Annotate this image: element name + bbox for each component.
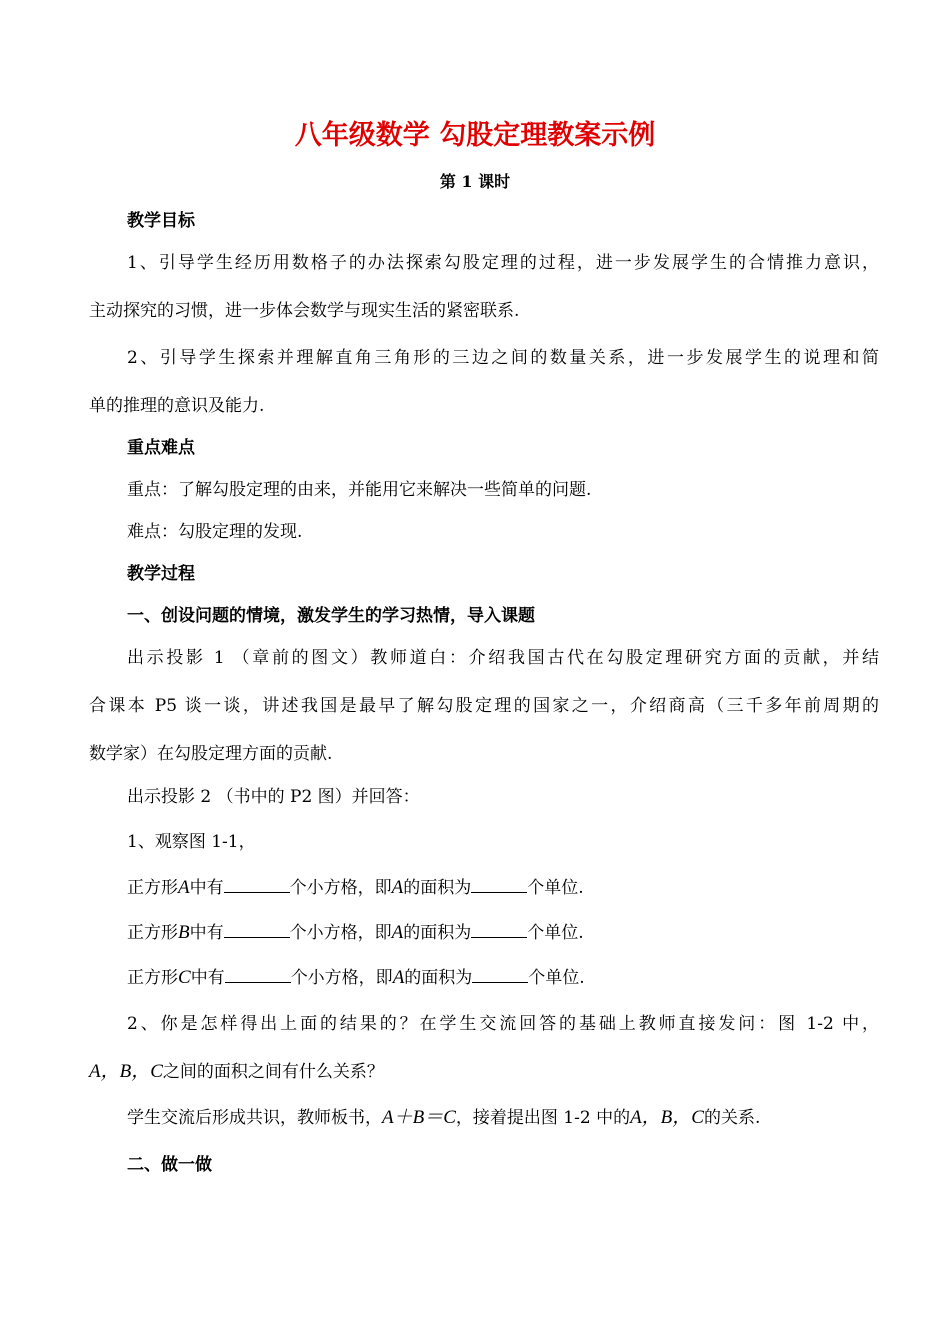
text: 中有 (190, 968, 225, 988)
question1: 1、观察图 1-1， (127, 832, 256, 852)
text: 个小方格，即 (289, 878, 392, 898)
text: 正方形 (127, 968, 178, 988)
blank-count (225, 964, 291, 983)
projection2-line: 出示投影 2 （书中的 P2 图）并回答： (127, 787, 420, 807)
square-b-line (127, 919, 879, 946)
goal1-line1: 1、引导学生经历用数格子的办法探索勾股定理的过程，进一步发展学生的合情推力意识， (127, 253, 879, 273)
consensus-line (127, 1105, 879, 1131)
var-b: B (178, 922, 190, 943)
blank-area (472, 964, 528, 983)
vars-abc: A，B，C (89, 1061, 163, 1082)
process-heading: 教学过程 (127, 564, 195, 584)
blank-area (471, 919, 527, 938)
text: 中有 (189, 923, 224, 943)
var-a: A (391, 877, 404, 898)
formula: A＋B＝C (382, 1107, 456, 1128)
part2-heading: 二、做一做 (127, 1155, 212, 1175)
lesson-subtitle: 第 1 课时 (439, 172, 511, 191)
blank-count (224, 874, 290, 893)
document-title: 八年级数学 勾股定理教案示例 (294, 120, 656, 151)
text: 正方形 (127, 923, 178, 943)
difficult-point: 难点：勾股定理的发现. (127, 522, 303, 542)
text: ，接着提出图 1-2 中的 (455, 1108, 631, 1128)
text: 的面积为 (404, 968, 473, 988)
question2-line1: 2、你是怎样得出上面的结果的？在学生交流回答的基础上教师直接发问：图 1-2 中， (127, 1014, 879, 1034)
var-a: A (178, 877, 190, 898)
text: 的关系. (703, 1108, 761, 1128)
text: 个小方格，即 (289, 923, 392, 943)
key-point: 重点：了解勾股定理的由来，并能用它来解决一些简单的问题. (127, 480, 592, 500)
square-a-line (127, 874, 879, 901)
text: 学生交流后形成共识，教师板书， (127, 1108, 382, 1128)
text: 个单位. (527, 923, 584, 943)
var-a: A (391, 922, 404, 943)
text: 个小方格，即 (290, 968, 393, 988)
text: 个单位. (528, 968, 585, 988)
text: 的面积为 (403, 878, 472, 898)
blank-area (471, 874, 527, 893)
var-a: A (392, 967, 405, 988)
goal2-line1: 2、引导学生探索并理解直角三角形的三边之间的数量关系，进一步发展学生的说理和简 (127, 348, 879, 368)
projection1-line3: 数学家）在勾股定理方面的贡献. (89, 744, 333, 764)
projection1-line2: 合课本 P5 谈一谈，讲述我国是最早了解勾股定理的国家之一，介绍商高（三千多年前周期的 (89, 696, 879, 716)
key-heading: 重点难点 (127, 438, 195, 458)
blank-count (224, 919, 290, 938)
vars-abc: A，B，C (630, 1107, 704, 1128)
text: 的面积为 (403, 923, 472, 943)
question2-line2 (89, 1059, 879, 1085)
projection1-line1: 出示投影 1 （章前的图文）教师道白：介绍我国古代在勾股定理研究方面的贡献，并结 (127, 648, 879, 668)
text: 之间的面积之间有什么关系？ (162, 1062, 384, 1082)
goal2-line2: 单的推理的意识及能力. (89, 396, 265, 416)
square-c-line (127, 964, 879, 991)
text: 中有 (189, 878, 224, 898)
goal1-line2: 主动探究的习惯，进一步体会数学与现实生活的紧密联系. (89, 301, 520, 321)
part1-heading: 一、创设问题的情境，激发学生的学习热情，导入课题 (127, 606, 535, 626)
text: 个单位. (527, 878, 584, 898)
var-c: C (178, 967, 191, 988)
goals-heading: 教学目标 (127, 211, 195, 231)
text: 正方形 (127, 878, 178, 898)
